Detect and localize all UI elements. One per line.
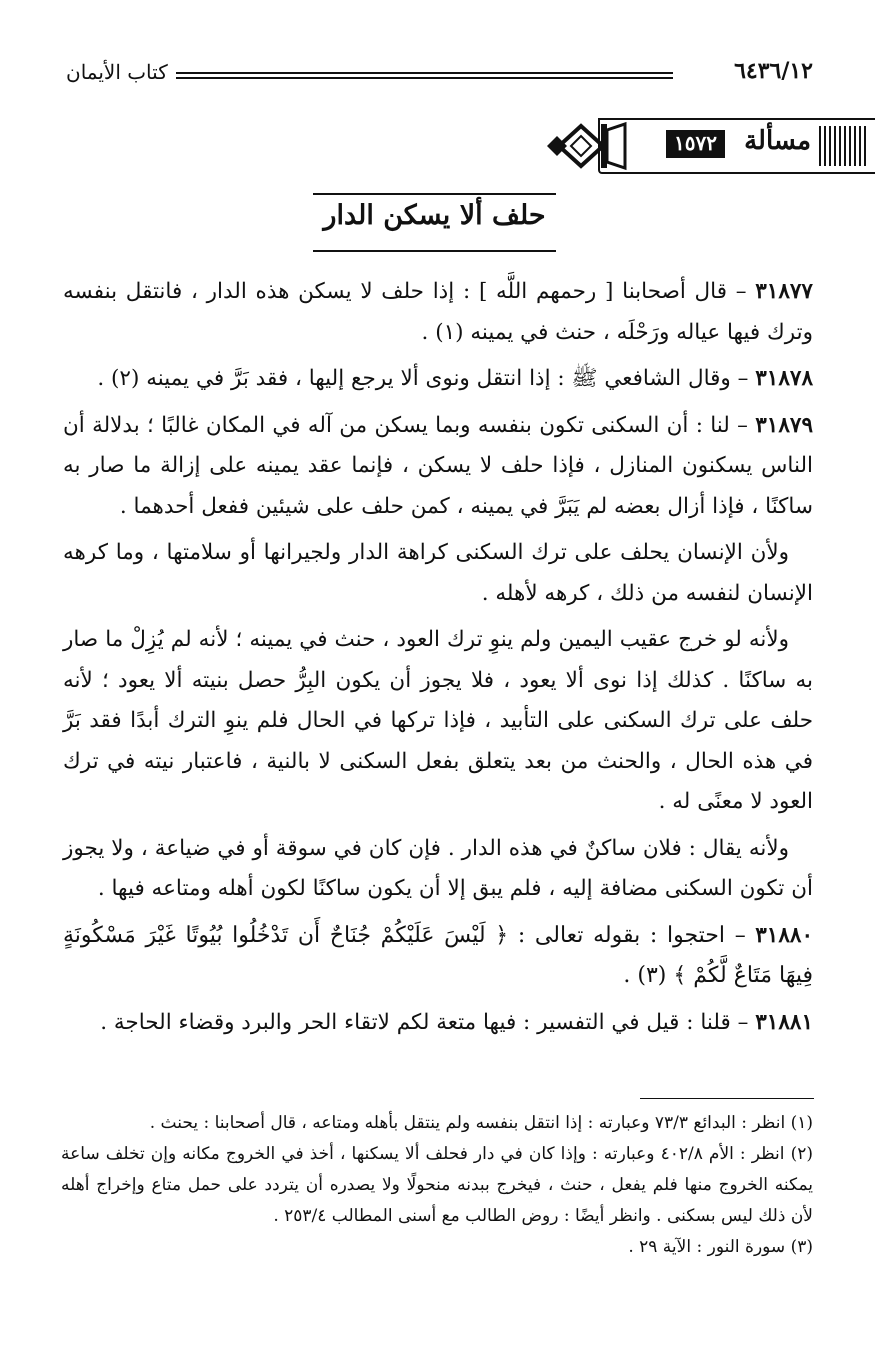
footnote: (٢) انظر : الأم ٤٠٢/٨ وعبارته : وإذا كان في دار فحلف ألا يسكنها ، أخذ في الخروج مكانه وإن تخلف ساعة يمكنه الخروج منها فلم يفعل ، حنث ، فيخرج ببدنه منحولًا ولا يصدره أن يتردد على حمل متاع وإخراج أهله لأن ذلك ليس بسكنى . وانظر أيضًا : روض الطالب مع أسنى المطالب ٢٥٣/٤ .: [61, 1144, 813, 1226]
issue-label: مسألة: [744, 126, 811, 156]
paragraph-text: – وقال الشافعي ﷺ : إذا انتقل ونوى ألا يرجع إليها ، فقد بَرَّ في يمينه (٢) .: [97, 366, 749, 391]
paragraph-text: – قلنا : قيل في التفسير : فيها متعة لكم لاتقاء الحر والبرد وقضاء الحاجة .: [100, 1009, 749, 1035]
paragraph: [63, 1003, 813, 1044]
paragraph: [63, 620, 813, 823]
geometric-ornament-icon: [545, 120, 635, 172]
footnotes: [61, 1108, 813, 1263]
issue-frame: [598, 118, 875, 174]
paragraph: [63, 533, 813, 614]
footnote: (٣) سورة النور : الآية ٢٩ .: [628, 1237, 813, 1257]
main-text: [63, 272, 813, 1049]
title-rule-top: [313, 193, 556, 195]
section-title: حلف ألا يسكن الدار: [323, 200, 546, 231]
paragraph-number: ٣١٨٨١: [755, 1009, 813, 1035]
footnote-rule: [640, 1098, 814, 1099]
stripe-ornament: [819, 126, 869, 166]
paragraph: [63, 406, 813, 528]
title-rule-bottom: [313, 250, 556, 252]
paragraph-text: – احتجوا : بقوله تعالى : ﴿ لَيْسَ عَلَيْكُمْ جُنَاحٌ أَن تَدْخُلُوا بُيُوتًا غَيْرَ مَسْكُونَةٍ فِيهَا مَتَاعٌ لَّكُمْ ﴾ (٣) .: [63, 922, 813, 988]
paragraph-text: – قال أصحابنا [ رحمهم اللَّه ] : إذا حلف لا يسكن هذه الدار ، فانتقل بنفسه وترك فيها عياله ورَحْلَه ، حنث في يمينه (١) .: [63, 279, 813, 345]
paragraph-number: ٣١٨٨٠: [755, 922, 813, 948]
paragraph: [63, 272, 813, 353]
paragraph-number: ٣١٨٧٩: [755, 412, 813, 438]
paragraph: [63, 916, 813, 997]
paragraph-text: – لنا : أن السكنى تكون بنفسه وبما يسكن من آله في المكان غالبًا ؛ بدلالة أن الناس يسكنون المنازل ، فإذا حلف لا يسكن ، فإنما عقد يمينه على إزالة ما صار به ساكنًا ، فإذا أزال بعضه لم يَبَرَّ في يمينه ، كمن حلف على شيئين ففعل أحدهما .: [63, 412, 813, 519]
book-title: كتاب الأيمان: [66, 60, 168, 84]
issue-banner: [545, 118, 875, 174]
paragraph-number: ٣١٨٧٨: [755, 366, 813, 391]
header-rule: [176, 72, 673, 79]
paragraph-text: ولأنه لو خرج عقيب اليمين ولم ينوِ ترك العود ، حنث في يمينه ؛ لأنه لم يُزِلْ ما صار به ساكنًا . كذلك إذا نوى ألا يعود ، فلا يجوز أن يكون البِرُّ حصل بنيته ألا يعود ؛ لأنه حلف على ترك السكنى على التأبيد ، فإذا تركها في الحال فلم ينوِ الترك أبدًا فقد بَرَّ في هذه الحال ، والحنث من بعد يتعلق بفعل السكنى لا بالنية ، فاعتبار نيته في ترك العود لا معنًى له .: [63, 627, 813, 814]
paragraph: [63, 359, 813, 400]
paragraph: [63, 829, 813, 910]
issue-number: ١٥٧٢: [666, 130, 725, 158]
running-header: [66, 58, 813, 94]
paragraph-text: ولأن الإنسان يحلف على ترك السكنى كراهة الدار ولجيرانها أو سلامتها ، وما كرهه الإنسان لنفسه من ذلك ، كرهه لأهله .: [63, 540, 813, 606]
paragraph-number: ٣١٨٧٧: [755, 279, 813, 304]
paragraph-text: ولأنه يقال : فلان ساكنٌ في هذه الدار . فإن كان في سوقة أو في ضياعة ، ولا يجوز أن تكون السكنى مضافة إليه ، فلم يبق إلا أن يكون ساكنًا لكون أهله ومتاعه فيها .: [63, 835, 813, 901]
page-number: ٦٤٣٦/١٢: [734, 58, 813, 84]
footnote: (١) انظر : البدائع ٧٣/٣ وعبارته : إذا انتقل بنفسه ولم ينتقل بأهله ومتاعه ، قال أصحابنا : يحنث .: [149, 1113, 813, 1133]
